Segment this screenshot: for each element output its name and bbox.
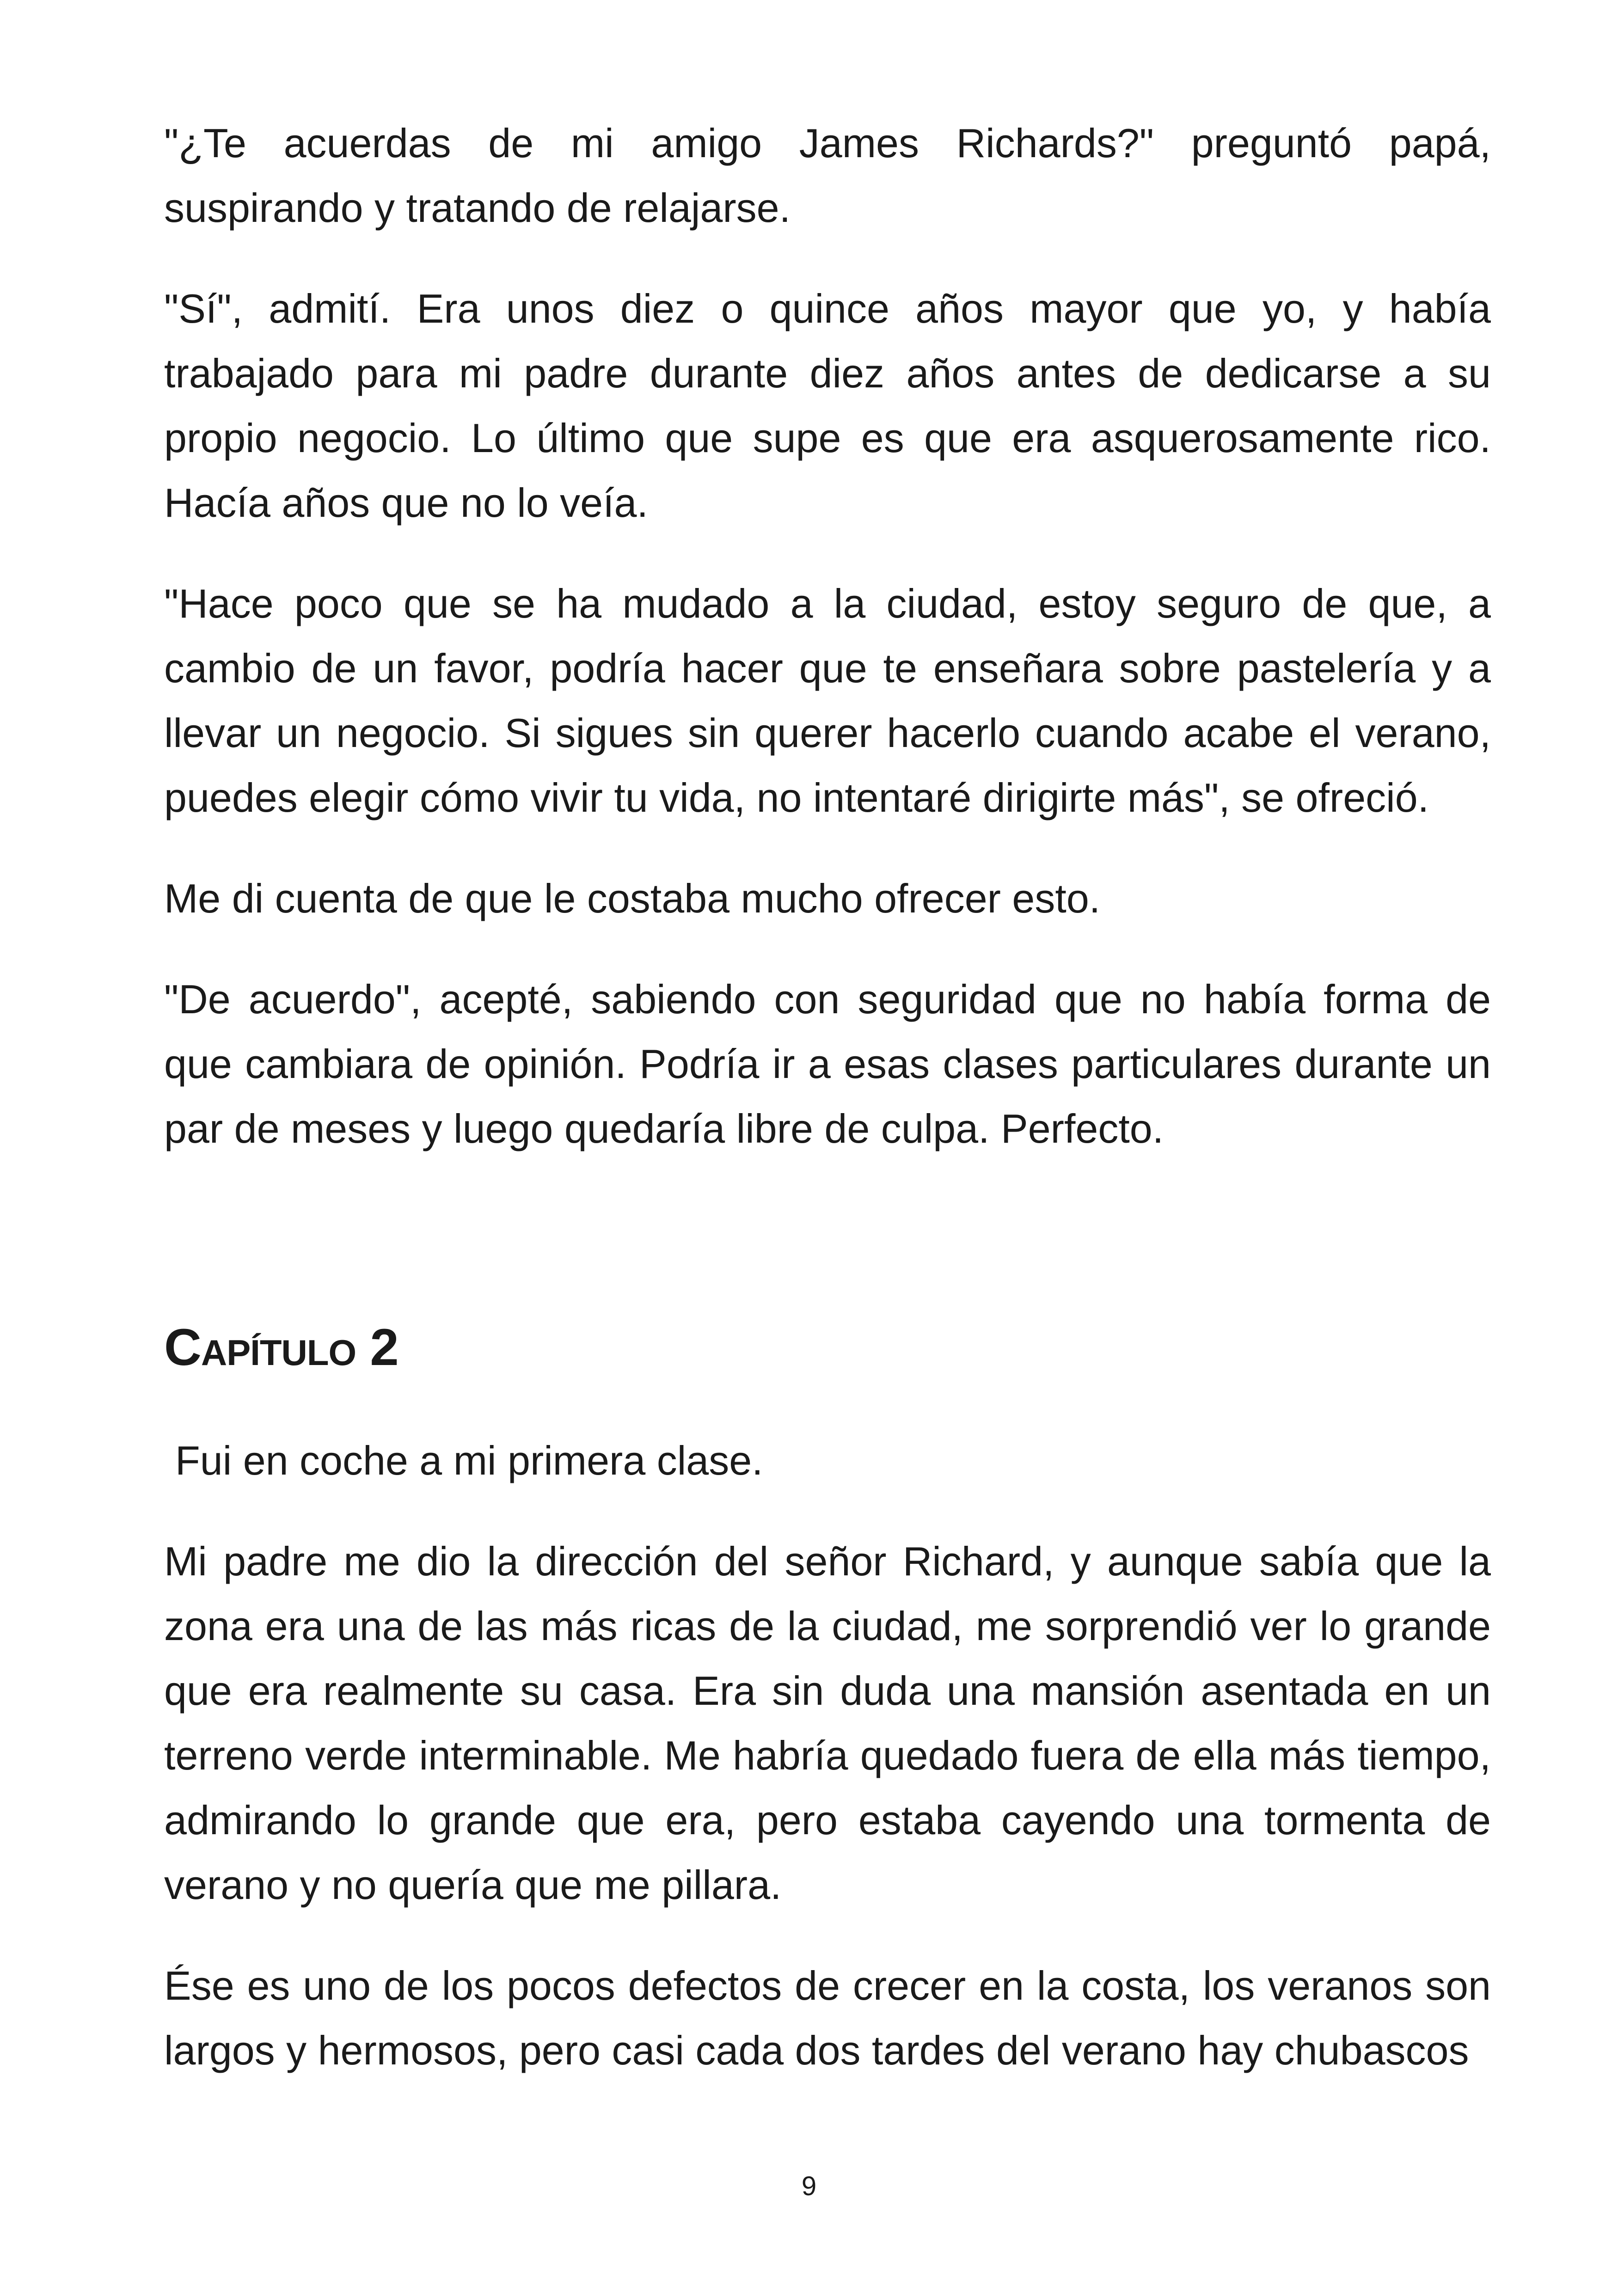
paragraph-8: Ése es uno de los pocos defectos de crecer en la costa, los veranos son largos y hermosos, pero casi cada dos tardes del verano hay chubascos (164, 1963, 1491, 2073)
page-number: 9 (801, 2171, 817, 2201)
chapter-spacer (164, 1197, 1491, 1313)
page-body (164, 111, 1491, 2119)
paragraph-7: Mi padre me dio la dirección del señor Richard, y aunque sabía que la zona era una de las más ricas de la ciudad, me sorprendió ver lo grande que era realmente su casa. Era sin duda una mansión asentada en un terreno verde interminable. Me habría quedado fuera de ella más tiempo, admirando lo grande que era, pero estaba cayendo una tormenta de verano y no quería que me pillara. (164, 1538, 1491, 1908)
paragraph-3: "Hace poco que se ha mudado a la ciudad, estoy seguro de que, a cambio de un favor, podría hacer que te enseñara sobre pastelería y a llevar un negocio. Si sigues sin querer hacerlo cuando acabe el verano, puedes elegir cómo vivir tu vida, no intentaré dirigirte más", se ofreció. (164, 581, 1491, 820)
paragraph-2: "Sí", admití. Era unos diez o quince años mayor que yo, y había trabajado para mi padre durante diez años antes de dedicarse a su propio negocio. Lo último que supe es que era asquerosamente rico. Hacía años que no lo veía. (164, 286, 1491, 526)
paragraph-1: "¿Te acuerdas de mi amigo James Richards?" preguntó papá, suspirando y tratando de relajarse. (164, 120, 1491, 231)
paragraph-6: Fui en coche a mi primera clase. (175, 1438, 763, 1483)
paragraph-5: "De acuerdo", acepté, sabiendo con seguridad que no había forma de que cambiara de opinión. Podría ir a esas clases particulares durante un par de meses y luego quedaría libre de culpa. Perfecto. (164, 976, 1491, 1151)
paragraph-4: Me di cuenta de que le costaba mucho ofrecer esto. (164, 876, 1101, 921)
chapter-title: Capítulo 2 (164, 1318, 398, 1376)
